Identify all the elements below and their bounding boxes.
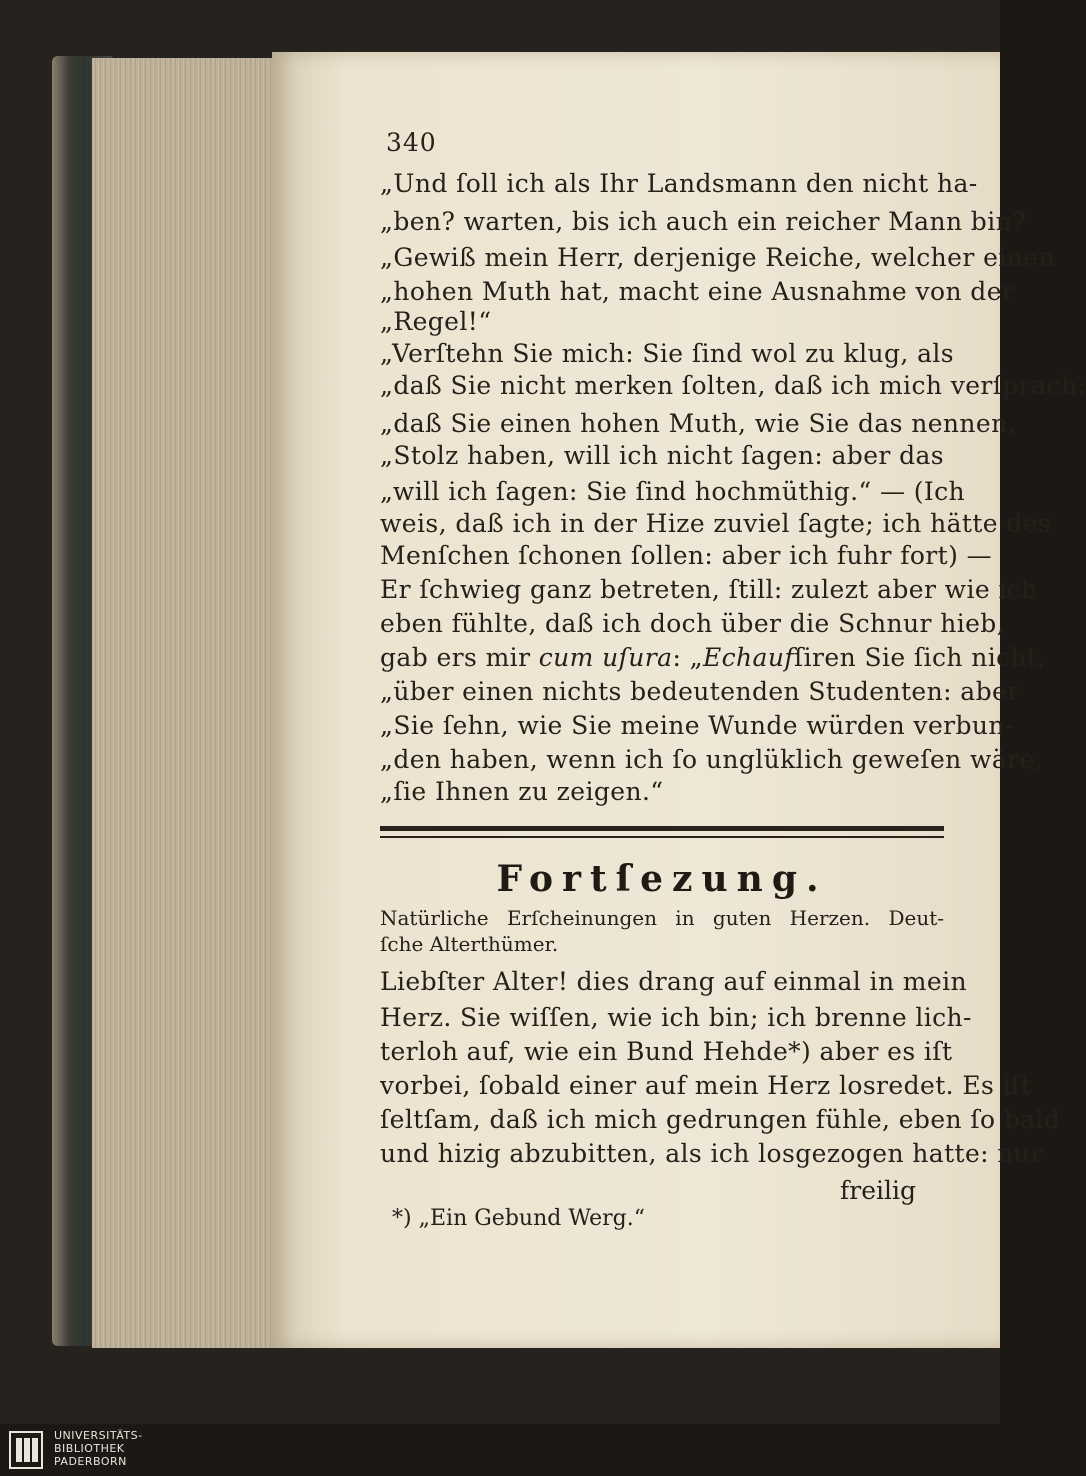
text-line: „Verſtehn Sie mich: Sie ſind wol zu klug, als xyxy=(380,339,955,368)
library-seal-icon xyxy=(8,1430,44,1470)
text-line: Er ſchwieg ganz betreten, ſtill: zulezt aber wie ich xyxy=(380,575,1038,604)
page-number: 340 xyxy=(386,128,437,157)
library-logo xyxy=(0,1424,1000,1476)
text-line: „den haben, wenn ich ſo unglüklich geweſen wäre, xyxy=(380,745,1044,774)
text-line: vorbei, ſobald einer auf mein Herz losredet. Es iſt xyxy=(380,1071,1032,1100)
page-edges xyxy=(92,58,274,1348)
chapter-heading: Fortſezung. xyxy=(496,858,828,900)
text-line: „Stolz haben, will ich nicht ſagen: aber das xyxy=(380,441,945,470)
text-line: „ſie Ihnen zu zeigen.“ xyxy=(380,777,664,806)
catchword: freilig xyxy=(840,1176,916,1205)
chapter-summary-line: ſche Alterthümer. xyxy=(380,932,559,956)
text-line: „Gewiß mein Herr, derjenige Reiche, welcher einen xyxy=(380,243,1055,272)
text-segment: : „ xyxy=(672,643,703,672)
text-line: Menſchen ſchonen ſollen: aber ich fuhr fort) — xyxy=(380,541,993,570)
text-segment: gab ers mir xyxy=(380,643,539,672)
text-line: „daß Sie einen hohen Muth, wie Sie das nennen, xyxy=(380,409,1016,438)
logo-line: UNIVERSITÄTS- xyxy=(54,1429,143,1442)
text-line: und hizig abzubitten, als ich losgezogen hatte: nur xyxy=(380,1139,1043,1168)
text-line: terloh auf, wie ein Bund Hehde*) aber es iſt xyxy=(380,1037,953,1066)
text-line: „ben? warten, bis ich auch ein reicher Mann bin? xyxy=(380,207,1026,236)
footnote: *) „Ein Gebund Werg.“ xyxy=(392,1206,645,1231)
logo-line: BIBLIOTHEK xyxy=(54,1442,125,1455)
text-line: weis, daß ich in der Hize zuviel ſagte; ich hätte des xyxy=(380,509,1052,538)
text-line: Herz. Sie wiſſen, wie ich bin; ich brenne lich- xyxy=(380,1003,972,1032)
text-line: Liebſter Alter! dies drang auf einmal in mein xyxy=(380,967,967,996)
logo-line: PADERBORN xyxy=(54,1455,127,1468)
text-line: „Und ſoll ich als Ihr Landsmann den nicht ha- xyxy=(380,169,978,198)
text-line: „über einen nichts bedeutenden Studenten: aber xyxy=(380,677,1020,706)
text-line: ſeltſam, daß ich mich gedrungen fühle, eben ſo bald xyxy=(380,1105,1061,1134)
chapter-summary-line: Natürliche Erſcheinungen in guten Herzen. Deut- xyxy=(380,906,944,930)
italic-word: Echauf xyxy=(702,643,794,672)
text-line: „Regel!“ xyxy=(380,307,492,336)
text-line: „will ich ſagen: Sie ſind hochmüthig.“ — (Ich xyxy=(380,477,966,506)
text-line: „Sie ſehn, wie Sie meine Wunde würden verbun- xyxy=(380,711,1014,740)
text-line: eben fühlte, daß ich doch über die Schnur hieb, xyxy=(380,609,1006,638)
italic-latin-phrase: cum uſura xyxy=(538,643,673,672)
section-divider xyxy=(380,826,944,838)
text-line: „daß Sie nicht merken ſolten, daß ich mich verſprach: xyxy=(380,371,1086,400)
text-line: „hohen Muth hat, macht eine Ausnahme von der xyxy=(380,277,1015,306)
text-line-cum-usura xyxy=(380,642,1046,674)
text-segment: ſiren Sie ſich nicht, xyxy=(794,643,1046,672)
